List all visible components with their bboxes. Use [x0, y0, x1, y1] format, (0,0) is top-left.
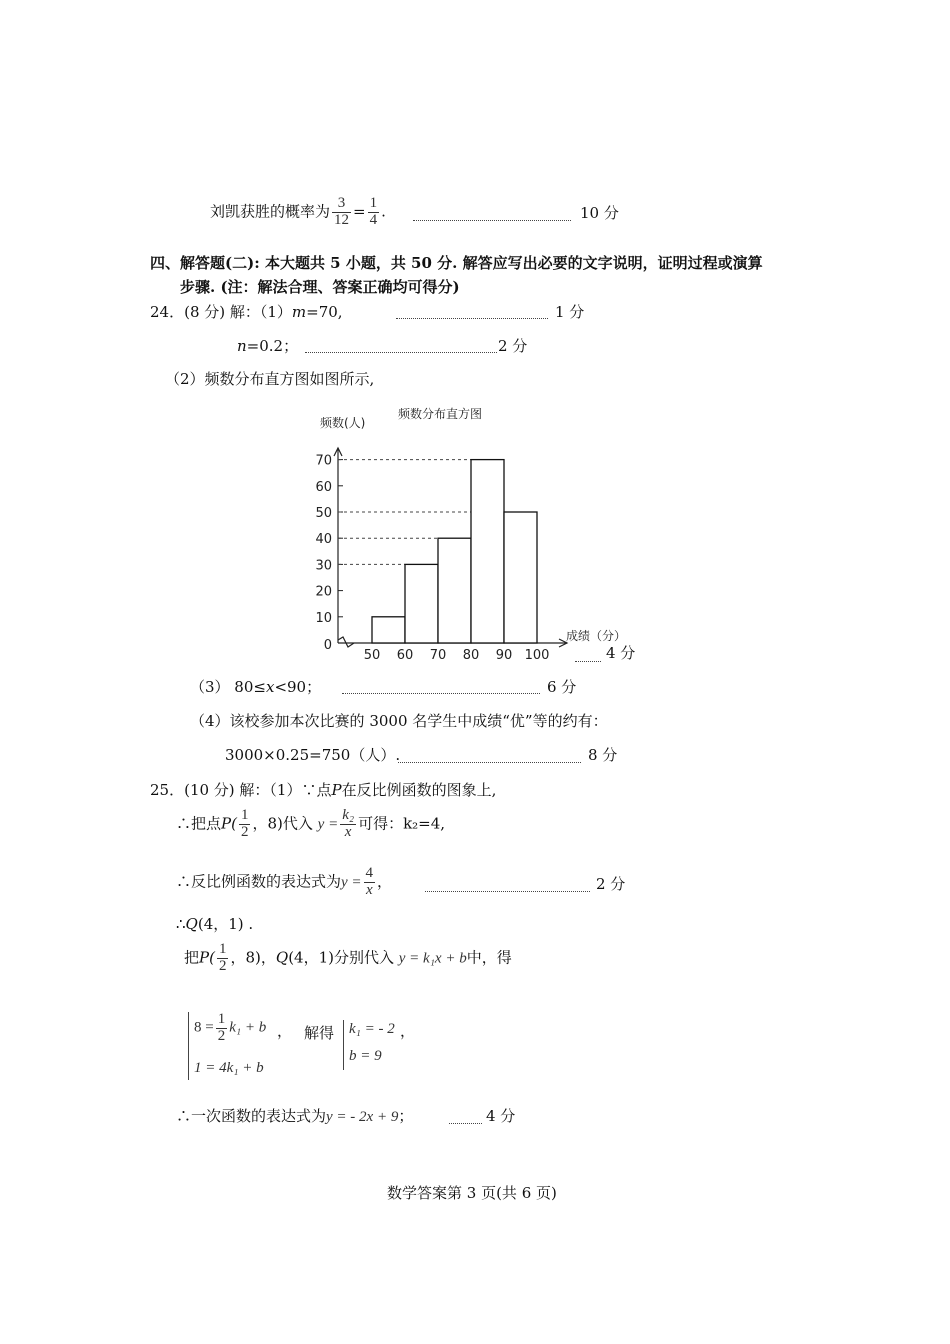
frac-num: 4 [365, 865, 374, 881]
l3c: ， [377, 872, 393, 891]
solution-brace [343, 1020, 344, 1070]
q25-head-line [150, 783, 496, 798]
var-m: m [291, 303, 307, 321]
q24-part1-line [150, 305, 343, 320]
score-4-chart: 4 分 [606, 644, 636, 662]
frac-num: k₂ [342, 807, 355, 823]
part3-b: <90； [274, 678, 322, 696]
frac-den: 2 [240, 823, 249, 840]
score-8: 8 分 [588, 746, 618, 764]
q25-line3 [176, 866, 392, 899]
q25-line7 [176, 1109, 413, 1125]
score-1: 1 分 [555, 303, 585, 321]
section-heading-line2: 步骤. (注：解法合理、答案正确均可得分) [180, 278, 460, 296]
histogram-bar [471, 460, 504, 643]
score-10: 10 分 [580, 204, 619, 222]
system-eq2: 1 = 4k₁ + b [194, 1060, 264, 1076]
q25-line4 [176, 917, 253, 932]
l2c: 可得：k₂=4, [358, 814, 446, 833]
q24-part4: （4）该校参加本次比赛的 3000 名学生中成绩“优”等的约有： [190, 712, 608, 730]
solution-b: b = 9 [349, 1048, 382, 1064]
axis-break-zigzag [338, 637, 354, 647]
q23-probability-line [210, 196, 386, 229]
dotted-leader [413, 220, 571, 221]
dotted-leader [396, 318, 548, 319]
solve-label: 解得 [304, 1024, 335, 1042]
score-2: 2 分 [498, 337, 528, 355]
var-p: P [331, 781, 342, 799]
q23-text: 刘凯获胜的概率为 [210, 202, 331, 221]
y-tick-label: 60 [315, 479, 332, 495]
linear-equation: y = k₁x + b [398, 950, 467, 967]
q24-part4-calc: 3000×0.25=750（人）. [225, 746, 401, 764]
score-2: 2 分 [596, 875, 626, 893]
frac-den: 2 [218, 957, 227, 974]
x-tick-label: 60 [396, 648, 414, 663]
q24-head: 24．(8 分) 解：（1） [150, 303, 292, 321]
fraction-1-2 [216, 1012, 228, 1045]
frac-den: x [365, 881, 373, 898]
fraction-k2-x [340, 808, 356, 841]
x-axis-label: 成绩（分） [566, 629, 627, 643]
solution-k1: k₁ = - 2 [349, 1021, 395, 1037]
point-p: P( [199, 948, 215, 967]
y-tick-label: 0 [323, 638, 332, 653]
dotted-leader [425, 891, 590, 892]
frac-num: 3 [332, 196, 351, 213]
var-x: x [265, 678, 275, 696]
l5c: (4，1)分别代入 [288, 948, 394, 967]
dotted-leader [575, 661, 601, 662]
comma: ， [277, 1022, 293, 1040]
l3a: ∴反比例函数的表达式为 [176, 872, 342, 891]
fraction-4-x [364, 866, 376, 899]
y-tick-label: 20 [315, 584, 332, 600]
linear-result: y = - 2x + 9 [326, 1109, 399, 1125]
point-q: Q [275, 948, 289, 967]
point-q: Q [185, 915, 198, 933]
histogram-bar [405, 564, 438, 643]
frac-den: x [344, 823, 352, 840]
eq1-b: k₁ + b [229, 1019, 267, 1036]
m-value: =70, [306, 303, 343, 321]
y-equals: y = [341, 874, 362, 891]
fraction-1-2 [239, 808, 251, 841]
histogram-bar [504, 512, 537, 643]
eq1-a: 8 = [194, 1019, 214, 1036]
fraction-3-12 [332, 196, 351, 229]
point-p: P( [221, 814, 237, 833]
dotted-leader [398, 762, 581, 763]
n-value: =0.2； [246, 337, 299, 355]
frac-num: 1 [217, 1011, 226, 1027]
l7b: ； [398, 1107, 414, 1125]
section-heading-line1: 四、解答题(二): 本大题共 5 小题，共 50 分. 解答应写出必要的文字说明，证明过程或演算 [150, 254, 763, 272]
l5a: 把 [184, 948, 200, 967]
q25-head: 25．(10 分) 解：（1）∵点 [150, 781, 332, 799]
y-tick-label: 40 [315, 532, 332, 548]
x-tick-label: 50 [363, 648, 381, 663]
l7a: ∴一次函数的表达式为 [176, 1107, 327, 1125]
fraction-1-2 [217, 942, 229, 975]
q25-line5 [184, 942, 512, 975]
part3-a: （3） 80≤ [190, 678, 266, 696]
y-axis-label: 频数(人) [320, 416, 366, 430]
q24-n-line [237, 339, 298, 354]
l4b: (4，1) . [197, 915, 254, 933]
y-tick-label: 70 [315, 453, 332, 469]
x-tick-label: 100 [524, 648, 550, 663]
frac-den: 4 [369, 211, 378, 228]
score-4: 4 分 [486, 1107, 516, 1125]
frac-num: 1 [369, 195, 378, 211]
var-n: n [237, 337, 247, 355]
chart-title: 频数分布直方图 [398, 407, 483, 421]
therefore: ∴ [176, 915, 186, 933]
period: . [381, 202, 386, 221]
equals: = [353, 202, 366, 221]
dotted-leader [342, 693, 540, 694]
dotted-leader [305, 352, 497, 353]
q25-line2 [176, 808, 445, 841]
y-tick-label: 10 [315, 610, 332, 626]
x-tick-label: 90 [495, 648, 513, 663]
l2a: ∴把点 [176, 814, 222, 833]
frac-den: 12 [334, 211, 350, 228]
x-tick-label: 80 [462, 648, 480, 663]
y-tick-label: 30 [315, 558, 332, 574]
histogram-bar [372, 617, 405, 643]
q25-head2: 在反比例函数的图象上, [341, 781, 497, 799]
x-tick-label: 70 [429, 648, 447, 663]
system-brace [188, 1012, 189, 1080]
y-equals: y = [317, 816, 339, 833]
frac-num: 1 [218, 941, 227, 957]
fraction-1-4 [368, 196, 380, 229]
y-tick-label: 50 [315, 506, 332, 521]
system-eq1 [194, 1012, 266, 1045]
dotted-leader [449, 1123, 482, 1124]
l2b: ，8)代入 [252, 814, 313, 833]
histogram-chart [300, 400, 660, 670]
q24-part2: （2）频数分布直方图如图所示, [165, 370, 375, 388]
l5b: ，8)， [230, 948, 276, 967]
q24-part3-line [190, 680, 321, 695]
histogram-bar [438, 538, 471, 643]
frac-den: 2 [217, 1027, 226, 1044]
page-footer: 数学答案第 3 页(共 6 页) [387, 1184, 557, 1202]
frac-num: 1 [240, 807, 249, 823]
l5d: 中，得 [466, 948, 512, 967]
score-6: 6 分 [547, 678, 577, 696]
comma: ， [400, 1022, 416, 1040]
